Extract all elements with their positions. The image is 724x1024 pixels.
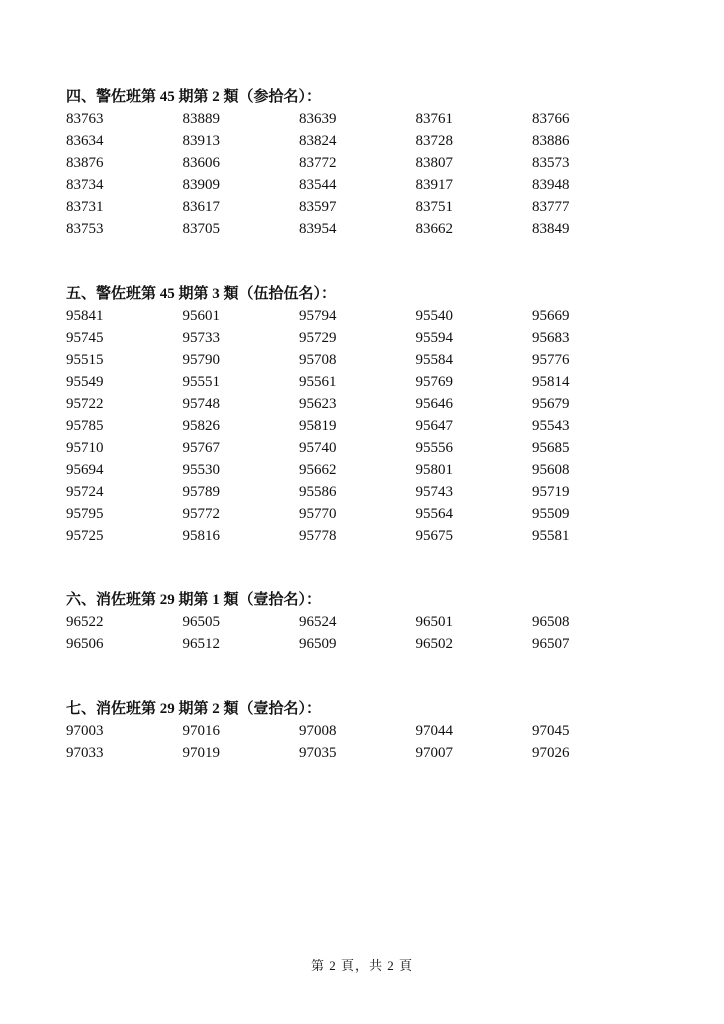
table-row <box>66 327 666 349</box>
admission-number: 83573 <box>532 155 570 171</box>
section-title: 六、消佐班第 29 期第 1 類（壹拾名）： <box>66 592 322 608</box>
table-row <box>66 196 666 218</box>
admission-number: 95790 <box>182 352 220 368</box>
admission-number: 95770 <box>299 506 337 522</box>
admission-number: 83886 <box>532 133 570 149</box>
admission-number: 95819 <box>299 418 337 434</box>
admission-number: 95776 <box>532 352 570 368</box>
admission-number: 83751 <box>415 199 453 215</box>
admission-number: 83761 <box>415 111 453 127</box>
admission-number: 95647 <box>415 418 453 434</box>
admission-number: 83662 <box>415 221 453 237</box>
admission-number: 95748 <box>182 396 220 412</box>
admission-number: 83617 <box>182 199 220 215</box>
admission-number: 97045 <box>532 723 570 739</box>
admission-number: 95685 <box>532 440 570 456</box>
admission-number: 96501 <box>415 614 453 630</box>
admission-number: 83763 <box>66 111 104 127</box>
admission-number: 95789 <box>182 484 220 500</box>
admission-number: 97007 <box>415 745 453 761</box>
table-row <box>66 174 666 196</box>
admission-number: 95722 <box>66 396 104 412</box>
admission-number: 95669 <box>532 308 570 324</box>
admission-number: 96522 <box>66 614 104 630</box>
admission-number: 95795 <box>66 506 104 522</box>
admission-number: 96509 <box>299 636 337 652</box>
admission-number: 95515 <box>66 352 104 368</box>
admission-number: 95540 <box>415 308 453 324</box>
table-row <box>66 503 666 525</box>
admission-number: 83705 <box>182 221 220 237</box>
section-class-5 <box>66 283 666 547</box>
admission-number: 97033 <box>66 745 104 761</box>
admission-number: 95710 <box>66 440 104 456</box>
admission-number: 96505 <box>182 614 220 630</box>
admission-number: 83807 <box>415 155 453 171</box>
section-class-6 <box>66 589 666 655</box>
admission-number: 96524 <box>299 614 337 630</box>
admission-number: 95646 <box>415 396 453 412</box>
table-row <box>66 305 666 327</box>
table-row <box>66 130 666 152</box>
table-row <box>66 459 666 481</box>
admission-number: 95733 <box>182 330 220 346</box>
admission-number: 97044 <box>415 723 453 739</box>
admission-number: 96512 <box>182 636 220 652</box>
admission-number: 95675 <box>415 528 453 544</box>
admission-number: 96502 <box>415 636 453 652</box>
section-class-4 <box>66 86 666 240</box>
admission-number: 95785 <box>66 418 104 434</box>
admission-number: 95594 <box>415 330 453 346</box>
table-row <box>66 437 666 459</box>
admission-number: 95724 <box>66 484 104 500</box>
admission-number: 95509 <box>532 506 570 522</box>
admission-number: 95725 <box>66 528 104 544</box>
admission-number: 96508 <box>532 614 570 630</box>
table-row <box>66 108 666 130</box>
number-grid <box>66 611 666 655</box>
admission-number: 95743 <box>415 484 453 500</box>
admission-number: 95584 <box>415 352 453 368</box>
admission-number: 83597 <box>299 199 337 215</box>
admission-number: 83766 <box>532 111 570 127</box>
admission-number: 97035 <box>299 745 337 761</box>
admission-number: 83639 <box>299 111 337 127</box>
admission-number: 95694 <box>66 462 104 478</box>
admission-number: 95564 <box>415 506 453 522</box>
admission-number: 97016 <box>182 723 220 739</box>
admission-number: 95601 <box>182 308 220 324</box>
admission-number: 95801 <box>415 462 453 478</box>
admission-number: 95623 <box>299 396 337 412</box>
table-row <box>66 152 666 174</box>
admission-number: 95683 <box>532 330 570 346</box>
admission-number: 95543 <box>532 418 570 434</box>
admission-number: 95772 <box>182 506 220 522</box>
table-row <box>66 633 666 655</box>
admission-number: 95816 <box>182 528 220 544</box>
admission-number: 96507 <box>532 636 570 652</box>
admission-number: 95549 <box>66 374 104 390</box>
table-row <box>66 611 666 633</box>
admission-number: 83734 <box>66 177 104 193</box>
number-grid <box>66 305 666 547</box>
admission-number: 95794 <box>299 308 337 324</box>
admission-number: 95581 <box>532 528 570 544</box>
table-row <box>66 349 666 371</box>
table-row <box>66 393 666 415</box>
admission-number: 97003 <box>66 723 104 739</box>
section-title: 四、警佐班第 45 期第 2 類（参拾名）： <box>66 89 322 105</box>
admission-number: 83772 <box>299 155 337 171</box>
admission-number: 83889 <box>182 111 220 127</box>
table-row <box>66 525 666 547</box>
page-footer: 第 2 頁，共 2 頁 <box>310 958 413 973</box>
section-class-7 <box>66 698 666 764</box>
table-row <box>66 218 666 240</box>
table-row <box>66 481 666 503</box>
admission-number: 95679 <box>532 396 570 412</box>
admission-number: 83777 <box>532 199 570 215</box>
table-row <box>66 415 666 437</box>
admission-number: 83849 <box>532 221 570 237</box>
admission-number: 95551 <box>182 374 220 390</box>
table-row <box>66 720 666 742</box>
admission-number: 95814 <box>532 374 570 390</box>
admission-number: 95826 <box>182 418 220 434</box>
admission-number: 95740 <box>299 440 337 456</box>
admission-number: 95708 <box>299 352 337 368</box>
admission-number: 83606 <box>182 155 220 171</box>
admission-number: 95608 <box>532 462 570 478</box>
admission-number: 95729 <box>299 330 337 346</box>
admission-number: 83909 <box>182 177 220 193</box>
admission-number: 95767 <box>182 440 220 456</box>
admission-number: 95841 <box>66 308 104 324</box>
admission-number: 83876 <box>66 155 104 171</box>
admission-number: 95662 <box>299 462 337 478</box>
number-grid <box>66 108 666 240</box>
admission-number: 83948 <box>532 177 570 193</box>
admission-number: 97019 <box>182 745 220 761</box>
admission-number: 83954 <box>299 221 337 237</box>
admission-number: 96506 <box>66 636 104 652</box>
admission-number: 83824 <box>299 133 337 149</box>
admission-number: 95530 <box>182 462 220 478</box>
admission-number: 83913 <box>182 133 220 149</box>
admission-number: 95556 <box>415 440 453 456</box>
section-title: 五、警佐班第 45 期第 3 類（伍拾伍名）： <box>66 286 337 302</box>
admission-number: 83728 <box>415 133 453 149</box>
admission-number: 83731 <box>66 199 104 215</box>
admission-number: 83753 <box>66 221 104 237</box>
admission-number: 97026 <box>532 745 570 761</box>
admission-number: 83544 <box>299 177 337 193</box>
admission-number: 95778 <box>299 528 337 544</box>
admission-number: 95769 <box>415 374 453 390</box>
table-row <box>66 742 666 764</box>
admission-number: 95586 <box>299 484 337 500</box>
admission-number: 95719 <box>532 484 570 500</box>
section-title: 七、消佐班第 29 期第 2 類（壹拾名）： <box>66 701 322 717</box>
table-row <box>66 371 666 393</box>
admission-number: 95745 <box>66 330 104 346</box>
number-grid <box>66 720 666 764</box>
admission-number: 95561 <box>299 374 337 390</box>
admission-number: 83917 <box>415 177 453 193</box>
admission-number: 83634 <box>66 133 104 149</box>
admission-number: 97008 <box>299 723 337 739</box>
